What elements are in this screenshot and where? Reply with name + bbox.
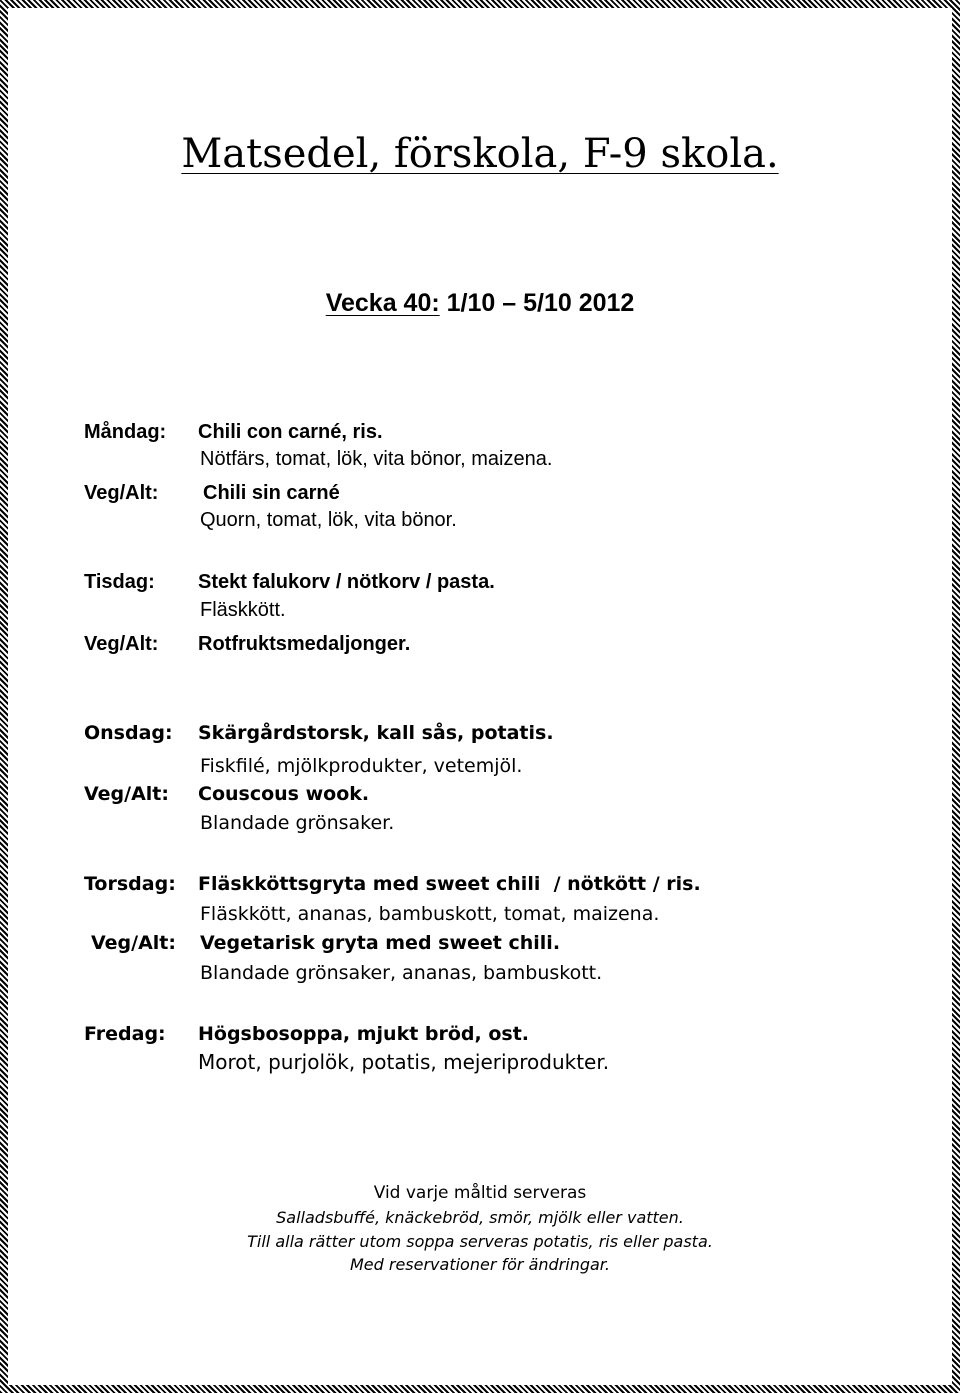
tuesday-alt-dish: Rotfruktsmedaljonger. [198, 633, 411, 655]
monday-ingredients: Nötfärs, tomat, lök, vita bönor, maizena. [200, 448, 553, 470]
wednesday-label: Onsdag: [84, 722, 173, 744]
footer-reservations: Med reservationer för ändringar. [349, 1255, 610, 1274]
title-text: Matsedel, förskola, F-9 skola. [181, 131, 779, 177]
tuesday-alt-label: Veg/Alt: [84, 633, 159, 655]
friday-label: Fredag: [84, 1023, 166, 1045]
thursday-alt-dish: Vegetarisk gryta med sweet chili. [200, 932, 561, 954]
monday-alt-ingredients: Quorn, tomat, lök, vita bönor. [200, 509, 457, 531]
footer-sides: Salladsbuffé, knäckebröd, smör, mjölk eller vatten. [276, 1208, 684, 1227]
week-label: Vecka 40: [325, 289, 440, 317]
tuesday-ingredients: Fläskkött. [200, 599, 286, 621]
page-title [0, 128, 960, 180]
wednesday-dish: Skärgårdstorsk, kall sås, potatis. [198, 722, 554, 744]
thursday-label: Torsdag: [84, 873, 176, 895]
thursday-dish: Fläskköttsgryta med sweet chili / nötkött / ris. [198, 873, 701, 895]
monday-label: Måndag: [84, 421, 167, 443]
thursday-ingredients: Fläskkött, ananas, bambuskott, tomat, maizena. [200, 903, 660, 925]
week-dates: 1/10 – 5/10 2012 [446, 289, 635, 317]
friday-ingredients: Morot, purjolök, potatis, mejeriprodukter. [198, 1050, 610, 1074]
thursday-alt-ingredients: Blandade grönsaker, ananas, bambuskott. [200, 962, 603, 984]
monday-alt-label: Veg/Alt: [84, 482, 159, 504]
monday-alt-dish: Chili sin carné [203, 482, 340, 504]
wednesday-alt-dish: Couscous wook. [198, 783, 370, 805]
wednesday-ingredients: Fiskfilé, mjölkprodukter, vetemjöl. [200, 755, 523, 777]
footer-side-dishes: Till alla rätter utom soppa serveras potatis, ris eller pasta. [247, 1232, 713, 1251]
friday-dish: Högsbosoppa, mjukt bröd, ost. [198, 1023, 530, 1045]
monday-dish: Chili con carné, ris. [198, 421, 383, 443]
footer-serving-note: Vid varje måltid serveras [373, 1183, 587, 1203]
wednesday-alt-label: Veg/Alt: [84, 783, 169, 805]
wednesday-alt-ingredients: Blandade grönsaker. [200, 812, 395, 834]
thursday-alt-label: Veg/Alt: [91, 932, 176, 954]
tuesday-label: Tisdag: [84, 571, 155, 593]
tuesday-dish: Stekt falukorv / nötkorv / pasta. [198, 571, 495, 593]
week-heading [0, 287, 960, 319]
